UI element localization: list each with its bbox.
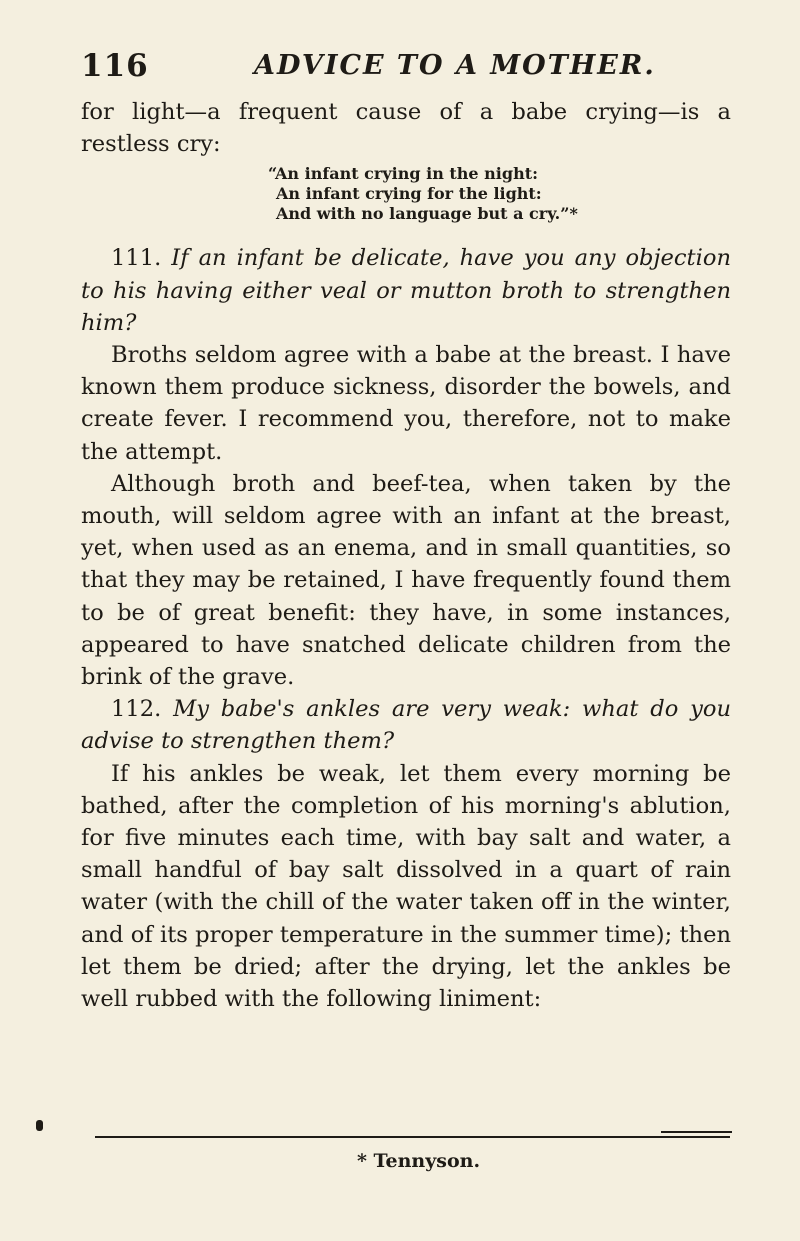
verse-line-1: “An infant crying in the night: [268,164,538,184]
answer-111-paragraph-2: Although broth and beef-tea, when taken by the mouth, will seldom agree with an infant at the breast, yet, when used as an enema, and in small quantities, so that they may be retained, I have frequently found them to be of great benefit: they have, in some instances, appeared to have snatched delicate children from the brink of the grave. [81,470,731,691]
answer-112-paragraph: If his ankles be weak, let them every morning be bathed, after the completion of his morning's ablution, for five minutes each time, with bay salt and water, a small handful of bay salt dissolved in a quart of rain water (with the chill of the water taken off in the winter, and of its proper temperature in the summer time); then let them be dried; after the drying, let the ankles be well rubbed with the following liniment: [81,760,731,1013]
intro-paragraph: for light—a frequent cause of a babe crying—is a restless cry: [81,99,731,158]
question-112 [81,693,731,757]
question-111-number: 111. [111,245,162,272]
footnote-divider [95,1136,730,1138]
question-112-text: My babe's ankles are very weak: what do you advise to strengthen them? [81,696,731,755]
body-text [81,96,731,1015]
footnote: * Tennyson. [357,1150,481,1172]
page-header [81,48,731,88]
verse-quote [268,164,731,224]
answer-111-paragraph-1: Broths seldom agree with a babe at the breast. I have known them produce sickness, disorder the bowels, and create fever. I recommend you, therefore, not to make the attempt. [81,342,731,465]
running-head: ADVICE TO A MOTHER. [254,50,656,81]
verse-line-3: And with no language but a cry.”* [276,204,578,224]
question-112-number: 112. [111,696,162,723]
footnote-divider-short [661,1131,732,1133]
verse-line-2: An infant crying for the light: [276,184,542,204]
question-111-text: If an infant be delicate, have you any objection to his having either veal or mutton broth to strengthen him? [81,245,731,336]
question-111 [81,242,731,339]
margin-mark [36,1120,43,1131]
page-number: 116 [81,48,149,84]
